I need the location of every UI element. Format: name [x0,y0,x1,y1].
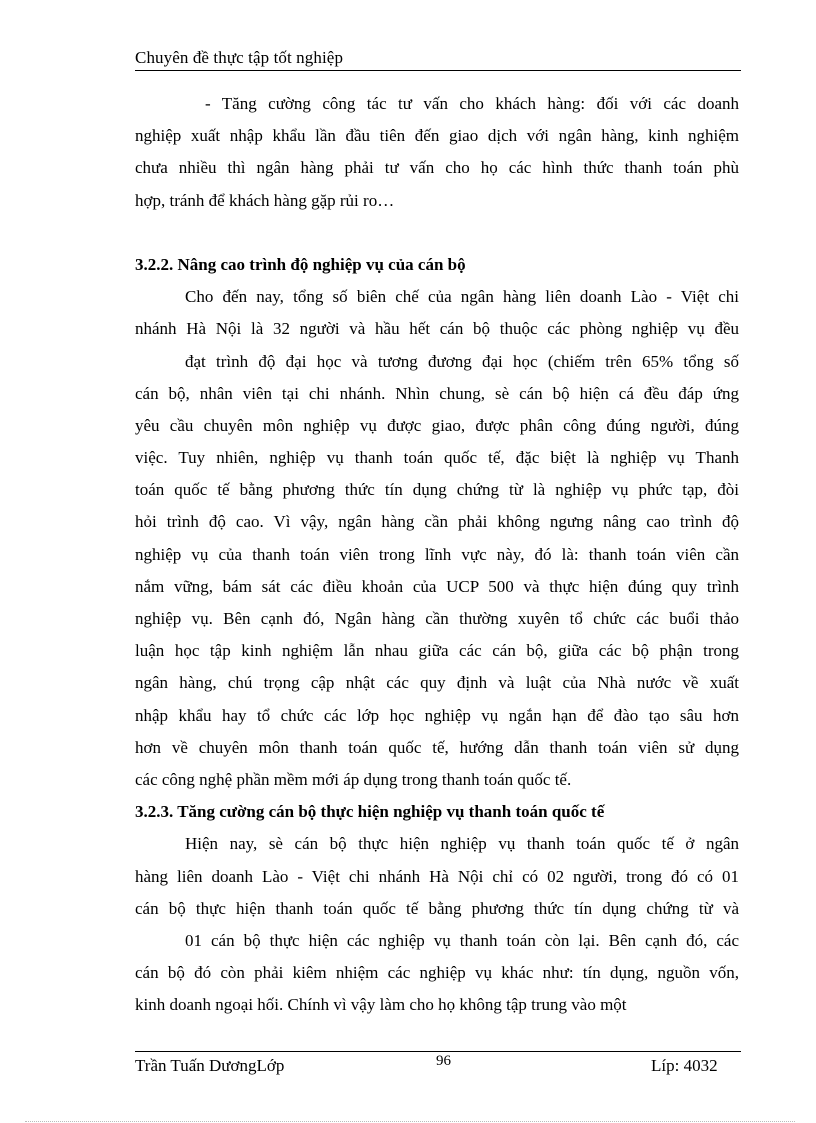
paragraph-line: - Tăng cường công tác tư vấn cho khách hàng: đối với các doanh [205,94,739,113]
page-bottom-dotted-edge [25,1121,795,1122]
paragraph-line: việc. Tuy nhiên, nghiệp vụ thanh toán quốc tế, đặc biệt là nghiệp vụ Thanh [135,448,739,468]
paragraph-line: Hiện nay, sè cán bộ thực hiện nghiệp vụ thanh toán quốc tế ở ngân [185,834,739,854]
document-body [135,88,739,1021]
footer-author: Trần Tuấn DươngLớp [135,1056,285,1075]
paragraph-line: nắm vững, bám sát các điều khoản của UCP 500 và thực hiện đúng quy trình [135,576,739,596]
header-divider [135,70,741,71]
paragraph-line: yêu cầu chuyên môn nghiệp vụ được giao, được phân công đúng người, đúng [135,415,739,435]
paragraph-line: cán bộ thực hiện thanh toán quốc tế bằng phương thức tín dụng chứng từ và [135,898,739,918]
paragraph-line: Cho đến nay, tổng số biên chế của ngân hàng liên doanh Lào - Việt chi [185,287,739,307]
page-number: 96 [436,1053,451,1069]
paragraph-line: luận học tập kinh nghiệm lẫn nhau giữa các cán bộ, giữa các bộ phận trong [135,641,739,661]
paragraph-line: nghiệp vụ. Bên cạnh đó, Ngân hàng cần thường xuyên tổ chức các buổi thảo [135,609,739,628]
section-heading-3-2-2: 3.2.2. Nâng cao trình độ nghiệp vụ của cán bộ [135,254,466,274]
paragraph-line: ngân hàng, chú trọng cập nhật các quy định và luật của Nhà nước về xuất [135,673,739,693]
section-heading-3-2-3: 3.2.3. Tăng cường cán bộ thực hiện nghiệp vụ thanh toán quốc tế [135,802,605,822]
paragraph-line: nhập khẩu hay tổ chức các lớp học nghiệp vụ ngắn hạn để đào tạo sâu hơn [135,705,739,725]
paragraph-line: kinh doanh ngoại hối. Chính vì vậy làm cho họ không tập trung vào một [135,995,627,1015]
paragraph-line: đạt trình độ đại học và tương đương đại học (chiếm trên 65% tổng số [185,351,739,371]
paragraph-line: các công nghệ phần mềm mới áp dụng trong thanh toán quốc tế. [135,769,572,789]
footer-divider [135,1051,741,1052]
paragraph-line: hợp, tránh để khách hàng gặp rủi ro… [135,190,395,210]
paragraph-line: 01 cán bộ thực hiện các nghiệp vụ thanh toán còn lại. Bên cạnh đó, các [185,930,739,950]
paragraph-line: nghiệp xuất nhập khẩu lần đầu tiên đến giao dịch với ngân hàng, kinh nghiệm [135,126,739,146]
paragraph-line: chưa nhiều thì ngân hàng phải tư vấn cho họ các hình thức thanh toán phù [135,158,739,178]
paragraph-line: hàng liên doanh Lào - Việt chi nhánh Hà Nội chỉ có 02 người, trong đó có 01 [135,866,739,886]
paragraph-line: toán quốc tế bằng phương thức tín dụng chứng từ là nghiệp vụ phức tạp, đòi [135,480,739,500]
paragraph-line: cán bộ, nhân viên tại chi nhánh. Nhìn chung, sè cán bộ hiện cá đều đáp ứng [135,383,739,403]
paragraph-line: nhánh Hà Nội là 32 người và hầu hết cán bộ thuộc các phòng nghiệp vụ đều [135,319,739,339]
paragraph-line: cán bộ đó còn phải kiêm nhiệm các nghiệp vụ khác như: tín dụng, nguồn vốn, [135,963,739,983]
blank-line [135,217,739,249]
paragraph-line: nghiệp vụ của thanh toán viên trong lĩnh vực này, đó là: thanh toán viên cần [135,544,739,564]
footer-class: Líp: 4032 [651,1056,718,1075]
paragraph-line: hơn về chuyên môn thanh toán quốc tế, hướng dẫn thanh toán viên sử dụng [135,737,739,757]
page-header-title: Chuyên đề thực tập tốt nghiệp [135,48,344,67]
paragraph-line: hỏi trình độ cao. Vì vậy, ngân hàng cần phải không ngưng nâng cao trình độ [135,512,739,532]
